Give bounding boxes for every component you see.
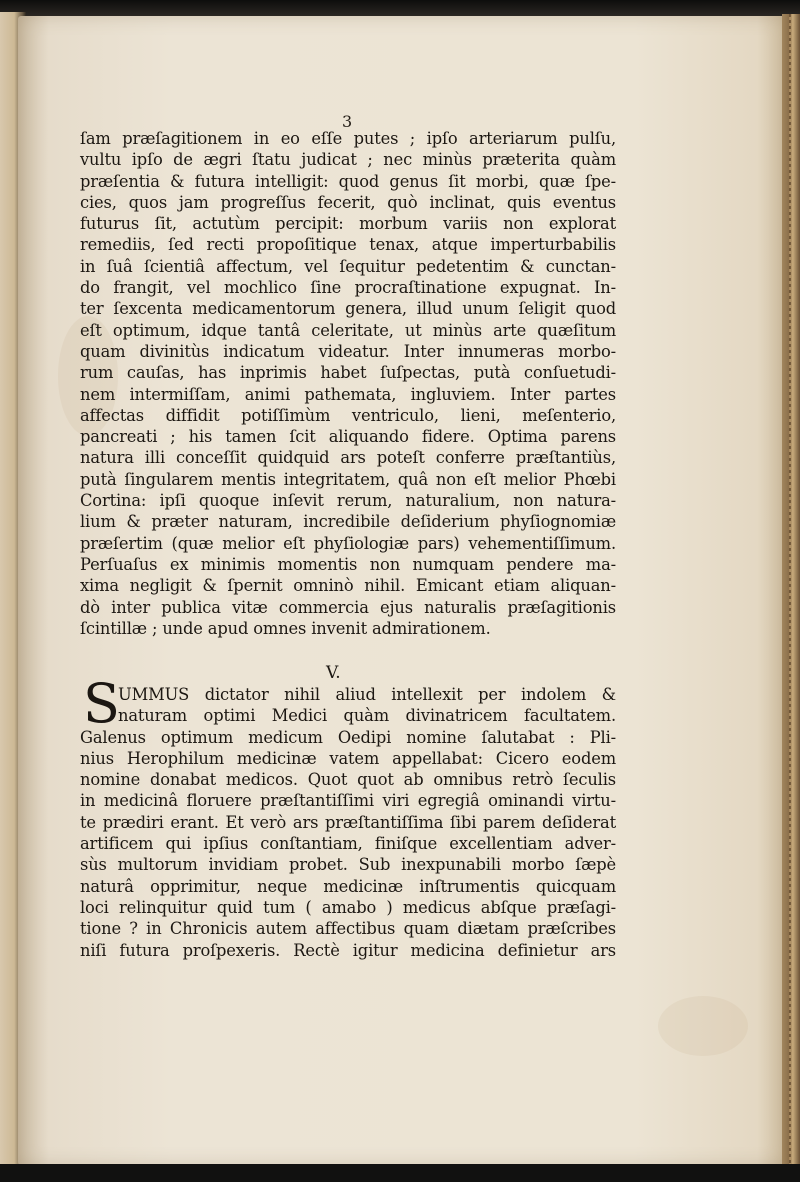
drop-cap-initial: S <box>83 672 120 735</box>
text-line: Perſuaſus ex minimis momentis non numquam pendere ma- <box>80 554 616 574</box>
text-line: natura illi conceſſit quidquid ars poteſt conferre præſtantiùs, <box>80 448 616 468</box>
text-line: ter ſexcenta medicamentorum genera, illud unum ſeligit quod <box>80 299 616 319</box>
paragraph-1 <box>80 128 616 639</box>
text-line: ſam præſagitionem in eo eſſe putes ; ipſo arteriarum pulſu, <box>80 129 616 148</box>
text-line: in ſuâ ſcientiâ affectum, vel ſequitur pedetentim & cunctan- <box>80 256 616 276</box>
paper-stain <box>658 996 748 1056</box>
text-line: præſentia & futura intelligit: quod genus ſit morbi, quæ ſpe- <box>80 171 616 191</box>
text-line: vultu ipſo de ægri ſtatu judicat ; nec minùs præterita quàm <box>80 150 616 170</box>
bottom-binding-edge <box>0 1164 800 1182</box>
text-line: eſt optimum, idque tantâ celeritate, ut minùs arte quæſitum <box>80 320 616 340</box>
text-line: rum cauſas, has inprimis habet ſuſpectas, putà conſuetudi- <box>80 363 616 383</box>
text-line: nius Herophilum medicinæ vatem appellabat: Cicero eodem <box>80 748 616 768</box>
text-line: naturâ opprimitur, neque medicinæ inſtrumentis quicquam <box>80 876 616 896</box>
text-line: ſcintillæ ; unde apud omnes invenit admirationem. <box>80 618 491 638</box>
text-line: naturam optimi Medici quàm divinatricem facultatem. <box>118 706 616 726</box>
text-line: affectas diffidit potiſſimùm ventriculo, lieni, meſenterio, <box>80 405 616 425</box>
paragraph-2 <box>80 684 616 961</box>
text-line: cies, quos jam progreſſus fecerit, quò inclinat, quis eventus <box>80 192 616 212</box>
text-line: nem intermiſſam, animi pathemata, ingluviem. Inter partes <box>80 384 616 404</box>
text-line: futurus ſit, actutùm percipit: morbum variis non explorat <box>80 214 616 234</box>
section-heading: V. <box>326 663 341 683</box>
text-line: dò inter publica vitæ commercia ejus naturalis præſagitionis <box>80 597 616 617</box>
text-line: artificem qui ipſius conſtantiam, finiſque excellentiam adver- <box>80 834 616 854</box>
page-number: 3 <box>342 112 353 131</box>
right-page-stack-edge <box>782 14 800 1164</box>
text-line: Galenus optimum medicum Oedipi nomine ſalutabat : Pli- <box>80 727 616 747</box>
text-line: putà ſingularem mentis integritatem, quâ non eſt melior Phœbi <box>80 469 616 489</box>
text-line: Cortina: ipſi quoque inſevit rerum, naturalium, non natura- <box>80 491 616 511</box>
text-line: loci relinquitur quid tum ( amabo ) medicus abſque præſagi- <box>80 897 616 917</box>
text-line: remediis, ſed recti propoſitique tenax, atque imperturbabilis <box>80 235 616 255</box>
text-line: nomine donabat medicos. Quot quot ab omnibus retrò ſeculis <box>80 770 616 790</box>
text-line: quam divinitùs indicatum videatur. Inter innumeras morbo- <box>80 341 616 361</box>
text-line: do frangit, vel mochlico ſine procraſtinatione expugnat. In- <box>80 278 616 298</box>
text-line: præſertim (quæ melior eſt phyſiologiæ pars) vehementiſſimum. <box>80 533 616 553</box>
text-line: pancreati ; his tamen ſcit aliquando fidere. Optima parens <box>80 427 616 447</box>
text-line: sùs multorum invidiam probet. Sub inexpunabili morbo ſæpè <box>80 855 616 875</box>
text-line: in medicinâ floruere præſtantiſſimi viri egregiâ ominandi virtu- <box>80 791 616 811</box>
text-line: niſi futura proſpexeris. Rectè igitur medicina definietur ars <box>80 940 616 960</box>
text-line: UMMUS dictator nihil aliud intellexit per indolem & <box>118 685 616 704</box>
text-line: xima negligit & ſpernit omninò nihil. Emicant etiam aliquan- <box>80 576 616 596</box>
text-line: te prædiri erant. Et verò ars præſtantiſſima ſibi parem deſiderat <box>80 812 616 832</box>
text-line: tione ? in Chronicis autem affectibus quam diætam præſcribes <box>80 919 616 939</box>
text-line: lium & præter naturam, incredibile deſiderium phyſiognomiæ <box>80 512 616 532</box>
